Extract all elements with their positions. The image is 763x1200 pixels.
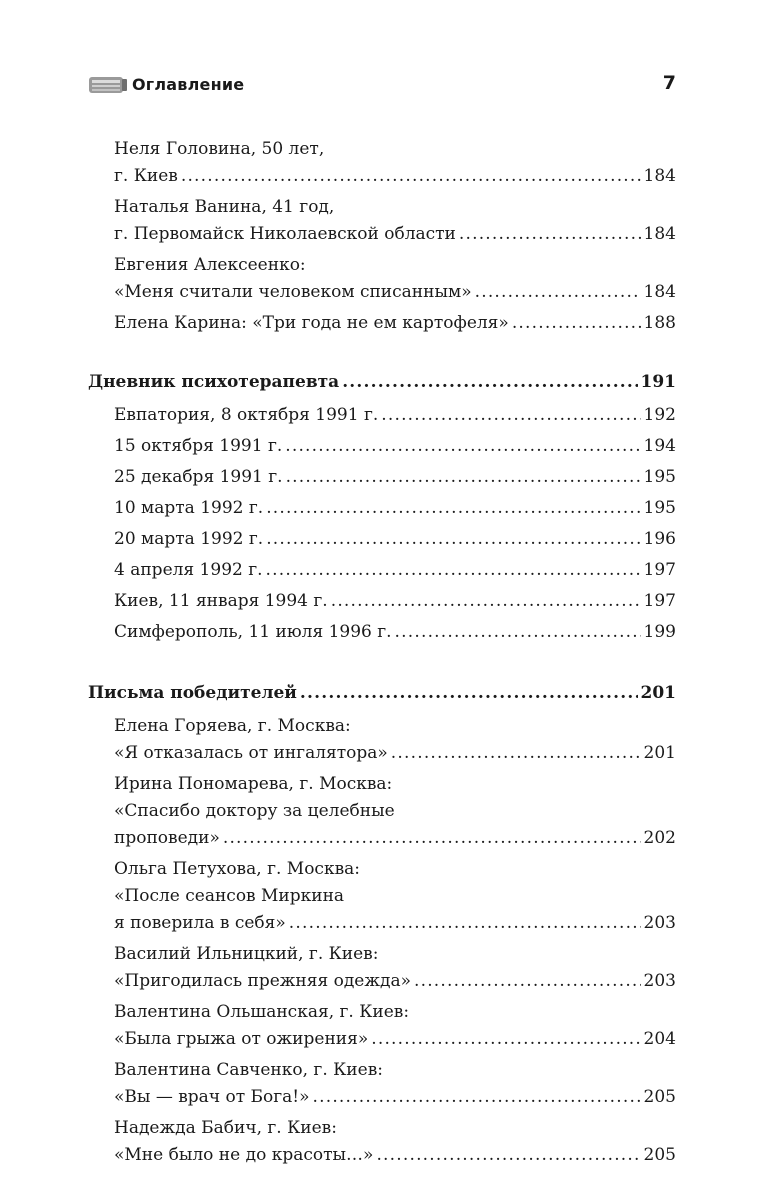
toc-entry-leader-line [114, 310, 676, 337]
toc-page-number: 204 [643, 1029, 676, 1049]
toc-entry-text: «Пригодилась прежняя одежда» [114, 971, 411, 991]
dot-leader [266, 526, 640, 553]
toc-entry [88, 999, 676, 1053]
dot-leader [300, 680, 638, 707]
toc-entry-leader-line [114, 968, 676, 995]
toc-page-number: 205 [643, 1087, 676, 1107]
dot-leader [285, 433, 640, 460]
toc-entry-text: проповеди» [114, 828, 220, 848]
toc-entry-text: Надежда Бабич, г. Киев: [114, 1118, 337, 1138]
dot-leader [376, 1142, 640, 1169]
toc-entry-leader-line [114, 1084, 676, 1111]
toc-page-number: 205 [643, 1145, 676, 1165]
book-logo-icon [88, 74, 128, 96]
toc-entry [88, 619, 676, 646]
toc-entry-leader-line [114, 557, 676, 584]
dot-leader [313, 1084, 641, 1111]
toc-page-number: 191 [640, 372, 676, 392]
toc-entry-leader-line [114, 1142, 676, 1169]
toc-section-heading [88, 680, 676, 707]
toc-entry-leader-line [114, 433, 676, 460]
page-number: 7 [662, 72, 676, 94]
dot-leader [289, 910, 641, 937]
toc-entry-text: 4 апреля 1992 г. [114, 560, 263, 580]
toc-page-number: 199 [643, 622, 676, 642]
toc-entry-text: Елена Горяева, г. Москва: [114, 716, 351, 736]
running-header [88, 72, 676, 104]
toc-entry-text: Василий Ильницкий, г. Киев: [114, 944, 379, 964]
toc-entry-text: Киев, 11 января 1994 г. [114, 591, 328, 611]
dot-leader [371, 1026, 640, 1053]
dot-leader [475, 279, 641, 306]
toc-entry [88, 526, 676, 553]
toc-page-number: 188 [643, 313, 676, 333]
toc-entry [88, 713, 676, 767]
toc-entry-leader-line [114, 279, 676, 306]
page-title: Оглавление [132, 75, 245, 94]
dot-leader [391, 740, 641, 767]
toc-entry-text: «Меня считали человеком списанным» [114, 282, 472, 302]
toc-entry-text: «Я отказалась от ингалятора» [114, 743, 388, 763]
toc-entry [88, 588, 676, 615]
toc-page-number: 197 [643, 591, 676, 611]
toc-entry-text: «После сеансов Миркина [114, 886, 345, 906]
toc-page-number: 194 [643, 436, 676, 456]
table-of-contents [88, 136, 676, 1173]
toc-entry-text: Дневник психотерапевта [88, 372, 340, 392]
toc-entry [88, 1115, 676, 1169]
toc-entry-text: «Была грыжа от ожирения» [114, 1029, 369, 1049]
toc-entry-text: я поверила в себя» [114, 913, 286, 933]
toc-entry-text: Симферополь, 11 июля 1996 г. [114, 622, 392, 642]
dot-leader [266, 495, 640, 522]
toc-entry [88, 252, 676, 306]
toc-page-number: 197 [643, 560, 676, 580]
toc-entry-leader-line [114, 402, 676, 429]
toc-entry [88, 194, 676, 248]
toc-entry-text: Наталья Ванина, 41 год, [114, 197, 335, 217]
toc-entry [88, 464, 676, 491]
toc-entry-leader-line [114, 1026, 676, 1053]
toc-page-number: 203 [643, 913, 676, 933]
toc-entry-text: Ольга Петухова, г. Москва: [114, 859, 361, 879]
toc-entry-text: г. Киев [114, 166, 178, 186]
toc-entry [88, 136, 676, 190]
toc-page-number: 195 [643, 498, 676, 518]
toc-entry [88, 557, 676, 584]
toc-entry-text: «Спасибо доктору за целебные [114, 801, 395, 821]
toc-entry-leader-line [114, 588, 676, 615]
toc-entry-text: Валентина Ольшанская, г. Киев: [114, 1002, 410, 1022]
toc-entry-leader-line [114, 740, 676, 767]
toc-entry-text: 15 октября 1991 г. [114, 436, 283, 456]
dot-leader [395, 619, 641, 646]
toc-entry-text: 20 марта 1992 г. [114, 529, 264, 549]
toc-entry-text: Валентина Савченко, г. Киев: [114, 1060, 383, 1080]
toc-section-heading [88, 369, 676, 396]
toc-entry-leader-line [88, 369, 676, 396]
toc-page-number: 196 [643, 529, 676, 549]
toc-entry [88, 771, 676, 852]
toc-entry [88, 495, 676, 522]
toc-entry-leader-line [88, 680, 676, 707]
toc-page-number: 184 [643, 166, 676, 186]
toc-entry-text: Елена Карина: «Три года не ем картофеля» [114, 313, 509, 333]
toc-entry-text: «Вы — врач от Бога!» [114, 1087, 310, 1107]
toc-entry [88, 310, 676, 337]
toc-entry-text: Письма победителей [88, 683, 297, 703]
toc-page-number: 202 [643, 828, 676, 848]
toc-entry-leader-line [114, 910, 676, 937]
toc-entry-leader-line [114, 495, 676, 522]
toc-entry-text: Евпатория, 8 октября 1991 г. [114, 405, 379, 425]
dot-leader [331, 588, 641, 615]
toc-page-number: 201 [640, 683, 676, 703]
toc-entry-text: Неля Головина, 50 лет, [114, 139, 325, 159]
dot-leader [512, 310, 641, 337]
toc-page-number: 195 [643, 467, 676, 487]
dot-leader [459, 221, 641, 248]
dot-leader [414, 968, 641, 995]
toc-entry [88, 402, 676, 429]
toc-page-number: 184 [643, 282, 676, 302]
toc-entry-leader-line [114, 221, 676, 248]
dot-leader [342, 369, 637, 396]
toc-entry [88, 856, 676, 937]
dot-leader [286, 464, 641, 491]
toc-page-number: 184 [643, 224, 676, 244]
toc-entry-leader-line [114, 526, 676, 553]
toc-page-number: 192 [643, 405, 676, 425]
toc-entry [88, 433, 676, 460]
dot-leader [181, 163, 641, 190]
toc-entry-leader-line [114, 825, 676, 852]
toc-entry-leader-line [114, 619, 676, 646]
toc-entry-text: «Мне было не до красоты…» [114, 1145, 374, 1165]
toc-entry-leader-line [114, 464, 676, 491]
dot-leader [381, 402, 640, 429]
toc-page-number: 201 [643, 743, 676, 763]
toc-entry-text: г. Первомайск Николаевской области [114, 224, 456, 244]
toc-page-number: 203 [643, 971, 676, 991]
toc-entry-text: 25 декабря 1991 г. [114, 467, 283, 487]
toc-entry [88, 941, 676, 995]
dot-leader [223, 825, 641, 852]
toc-entry [88, 1057, 676, 1111]
toc-entry-text: Евгения Алексеенко: [114, 255, 306, 275]
dot-leader [266, 557, 641, 584]
toc-entry-leader-line [114, 163, 676, 190]
toc-entry-text: 10 марта 1992 г. [114, 498, 264, 518]
toc-entry-text: Ирина Пономарева, г. Москва: [114, 774, 393, 794]
